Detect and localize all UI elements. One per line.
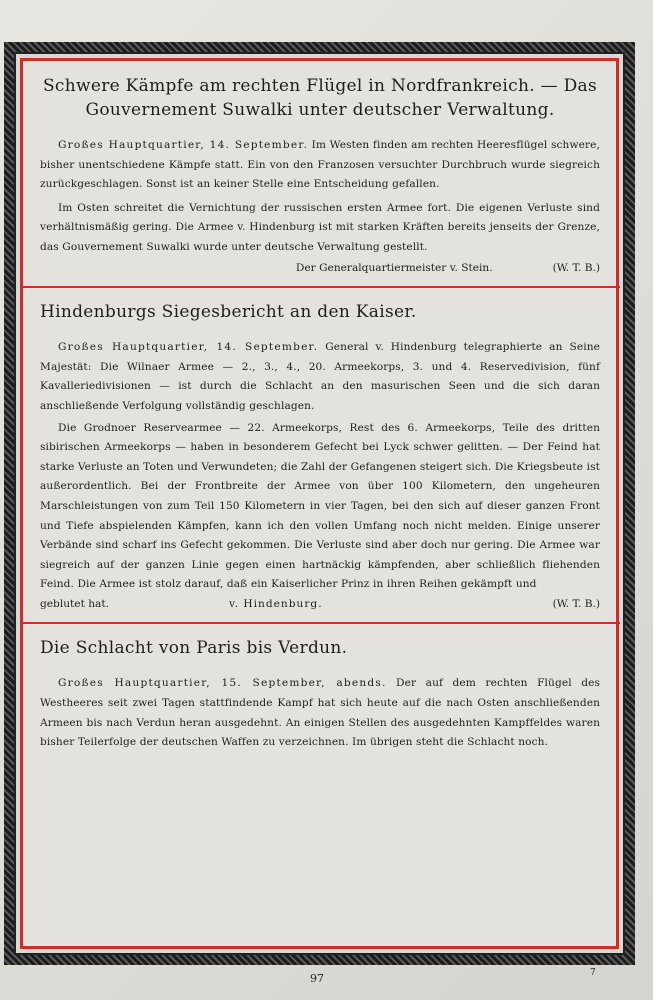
divider-2: [20, 622, 620, 624]
article-2-signature: v. Hindenburg.: [228, 597, 323, 610]
article-1-paragraph-1: [40, 136, 600, 195]
article-3-paragraph-1-text: Der auf dem rechten Flügel des Westheeres seit zwei Tagen stattfindende Kampf hat sich heute auf die nach Osten anschließenden Armeen bis nach Verdun heran ausgedehnt. An einigen Stellen des ausgedehnten Kampffeldes waren bisher Teilerfolge der deutschen Waffen zu verzeichnen. Im übrigen steht die Schlacht noch.: [40, 677, 601, 749]
page-mark: 7: [590, 968, 596, 978]
article-3-headline: Die Schlacht von Paris bis Verdun.: [40, 638, 348, 659]
article-3: [40, 636, 600, 752]
article-3-paragraph-1: [40, 674, 600, 752]
page-content: [40, 74, 600, 753]
article-1-paragraph-2: Im Osten schreitet die Vernichtung der russischen ersten Armee fort. Die eigenen Verluste sind verhältnismäßig gering. Die Armee v. Hindenburg ist mit starken Kräften bereits jenseits der Grenze, das Gouvernement Suwalki wurde unter deutsche Verwaltung gestellt.: [40, 201, 600, 253]
article-2-paragraph-2: Die Grodnoer Reservearmee — 22. Armeekorps, Rest des 6. Armeekorps, Teile des dritten sibirischen Armeekorps — haben in besonderem Gefecht bei Lyck schwer gelitten. — Der Feind hat starke Verluste an Toten und Verwundeten; die Zahl der Gefangenen steigert sich. Die Kriegsbeute ist außerordentlich. Bei der Frontbreite der Armee von über 100 Kilometern, den ungeheuren Marschleistungen von zum Teil 150 Kilometern in vier Tagen, bei den sich auf dieser ganzen Front und Tiefe abspielenden Kämpfen, kann ich den vollen Umfang noch nicht melden. Einige unserer Verbände sind scharf ins Gefecht gekommen. Die Verluste sind aber doch nur gering. Die Armee war siegreich auf der ganzen Linie gegen einen hartnäckig kämpfenden, aber schließlich fliehenden Feind. Die Armee ist stolz darauf, daß ein Kaiserlicher Prinz in ihren Reihen gekämpft und: [40, 421, 600, 591]
article-2-source: (W. T. B.): [552, 597, 600, 610]
article-2-paragraph-1-text: General v. Hindenburg telegraphierte an Seine Majestät: Die Wilnaer Armee — 2., 3., 4., 20. Armeekorps, 3. und 4. Reservedivision, fünf Kavalleriedivisionen — ist durch die Schlacht an den masurischen Seen und die sich daran anschließende Verfolgung vollständig geschlagen.: [40, 341, 601, 412]
article-2: [40, 300, 600, 614]
article-1-signature-row: [40, 259, 600, 279]
article-1-signature: Der Generalquartiermeister v. Stein.: [295, 261, 493, 274]
article-1-headline: Schwere Kämpfe am rechten Flügel in Nordfrankreich. — Das Gouvernement Suwalki unter deutscher Verwaltung.: [42, 76, 598, 120]
article-2-headline: Hindenburgs Siegesbericht an den Kaiser.: [40, 302, 417, 323]
article-2-dateline: Großes Hauptquartier, 14. September.: [58, 341, 319, 354]
article-2-signature-row: [40, 595, 600, 615]
article-1: [40, 74, 600, 278]
article-1-dateline: Großes Hauptquartier, 14. September.: [58, 139, 309, 151]
article-3-dateline: Großes Hauptquartier, 15. September, abends.: [58, 677, 387, 690]
page-number: 97: [310, 972, 324, 985]
article-2-paragraph-1: [40, 338, 600, 416]
article-1-source: (W. T. B.): [552, 261, 600, 274]
article-1-paragraph-1-text: Im Westen finden am rechten Heeresflügel schwere, bisher unentschiedene Kämpfe statt. Ein von den Franzosen versuchter Durchbruch wurde siegreich zurückgeschlagen. Sonst ist an keiner Stelle eine Entscheidung gefallen.: [40, 139, 600, 191]
divider-1: [20, 286, 620, 288]
article-2-paragraph-tail: geblutet hat.: [40, 597, 109, 610]
